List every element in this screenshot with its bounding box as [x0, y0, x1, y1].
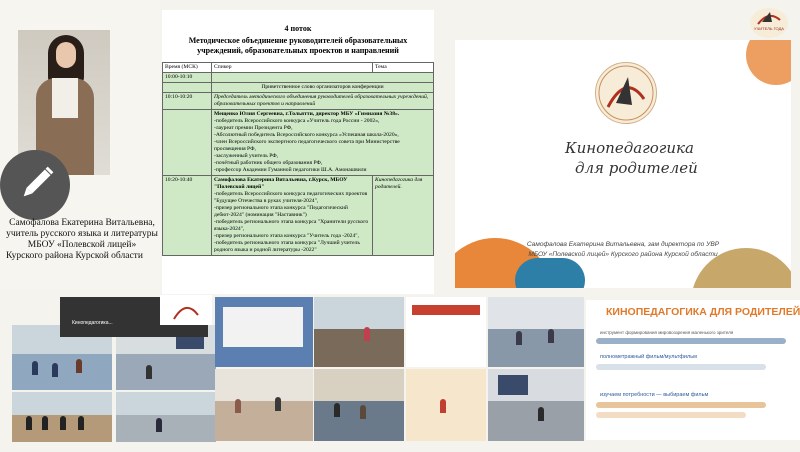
- bird-logo-icon: [160, 295, 212, 325]
- teacher-photo: [314, 297, 404, 367]
- header-topic: Тема: [373, 63, 434, 73]
- note: -почётный работник общего образования РФ,: [214, 160, 323, 166]
- infographic-item: полнометражный фильм/мультфильм: [600, 354, 697, 360]
- cell-topic: Кинопедагогика для родителей.: [373, 176, 434, 256]
- infographic-item: изучаем потребности — выбираем фильм: [600, 392, 709, 398]
- note: -заслуженный учитель РФ,: [214, 153, 279, 159]
- table-header-row: [163, 63, 434, 73]
- stream-title: 4 поток: [284, 24, 312, 33]
- cell-speaker: Председатель методического объединения руководителей образовательных учреждений, образовательных проектов и направлений: [212, 93, 434, 110]
- contest-logo: [750, 8, 788, 38]
- cell-speaker: Приветственное слово организаторов конференции: [212, 83, 434, 93]
- note: -победитель Всероссийского конкурса педагогических проектов "Будущее Отечества в руках учителя-2024",: [214, 191, 368, 204]
- cell-time: 10:20-10:40: [163, 176, 212, 256]
- table-row: [163, 176, 434, 256]
- bird-logo-icon: [750, 8, 788, 28]
- note: -победитель регионального этапа конкурса "Хранители русского языка-2024",: [214, 219, 369, 232]
- speaker-name: Мещенко Юлия Сергеевна, г.Тольятти, директор МБУ «Гимназия №38».: [214, 111, 400, 117]
- table-row: [163, 110, 434, 176]
- note: -победитель Всероссийского конкурса «Учитель года России - 2002»,: [214, 118, 380, 124]
- speaker-caption: [6, 218, 158, 262]
- classroom-photo: [116, 392, 216, 442]
- note: -победитель регионального этапа конкурса "Лучший учитель родного языка и родной литературы -2022": [214, 240, 360, 253]
- slide-title: Кинопедагогика для родителей: [565, 139, 698, 177]
- caption-line: учитель русского языка и литературы: [6, 229, 158, 239]
- schedule-table: [162, 62, 434, 256]
- note: -лауреат премии Президента РФ,: [214, 125, 293, 131]
- speaker-name: Самофалова Екатерина Витальевна, г.Курск, МБОУ "Полевской лицей": [214, 177, 348, 190]
- table-row: [163, 83, 434, 93]
- cell-speaker-notes: [212, 176, 373, 256]
- section-title: Методическое объединение руководителей образовательных учреждений, образовательных проектов и направлений: [188, 36, 408, 55]
- infographic-slide: [586, 300, 800, 440]
- logo-text: УЧИТЕЛЬ ГОДА: [754, 26, 784, 31]
- caption-line: МБОУ «Полевской лицей»: [27, 240, 137, 250]
- edit-button[interactable]: [0, 150, 70, 220]
- header-time: Время (МСК): [163, 63, 212, 73]
- program-document: [162, 10, 434, 294]
- document-screenshot: [406, 297, 486, 367]
- note: -член Всероссийского экспертного педагогического совета при Министерстве просвещения РФ,: [214, 139, 400, 152]
- webpage-screenshot: [215, 297, 313, 367]
- table-row: [163, 73, 434, 83]
- note: -Абсолютный победитель Всероссийского конкурса «Успешная школа-2020»,: [214, 132, 399, 138]
- note: -призер регионального этапа конкурса "Учитель года -2024",: [214, 233, 359, 239]
- slide-subtitle: Самофалова Екатерина Витальевна, зам директора по УВР МБОУ «Полевской лицей» Курского района Курской области: [526, 241, 720, 258]
- video-label: Кинопедагогика...: [72, 320, 113, 326]
- pencil-icon: [0, 150, 70, 220]
- caption-line: Самофалова Екатерина Витальевна,: [9, 218, 155, 228]
- cell-speaker-notes: [212, 110, 434, 176]
- header-speaker: Спикер: [212, 63, 373, 73]
- contest-logo: [160, 295, 212, 325]
- cell-time: 10:10-10:20: [163, 93, 212, 110]
- classroom-photo: [488, 297, 584, 367]
- parents-meeting-photo: [215, 369, 313, 441]
- contest-logo: [595, 62, 657, 124]
- activity-photo: [406, 369, 486, 441]
- cell-time: 10:00-10:10: [163, 73, 212, 83]
- infographic-title: КИНОПЕДАГОГИКА ДЛЯ РОДИТЕЛЕЙ: [606, 306, 800, 318]
- bird-logo-icon: [596, 63, 656, 123]
- infographic-item: инструмент формирования мировоззрения маленького зрителя: [600, 330, 734, 335]
- classroom-photo: [488, 369, 584, 441]
- table-row: [163, 93, 434, 110]
- note: -призер регионального этапа конкурса "Педагогический дебют-2024" (номинация "Наставник"): [214, 205, 348, 218]
- note: -профессор Академии Гуманной педагогики Ш.А. Амонашвили: [214, 167, 367, 173]
- students-photo: [314, 369, 404, 441]
- presentation-slide: [455, 40, 791, 288]
- caption-line: Курского района Курской области: [6, 251, 143, 261]
- students-photo: [12, 392, 112, 442]
